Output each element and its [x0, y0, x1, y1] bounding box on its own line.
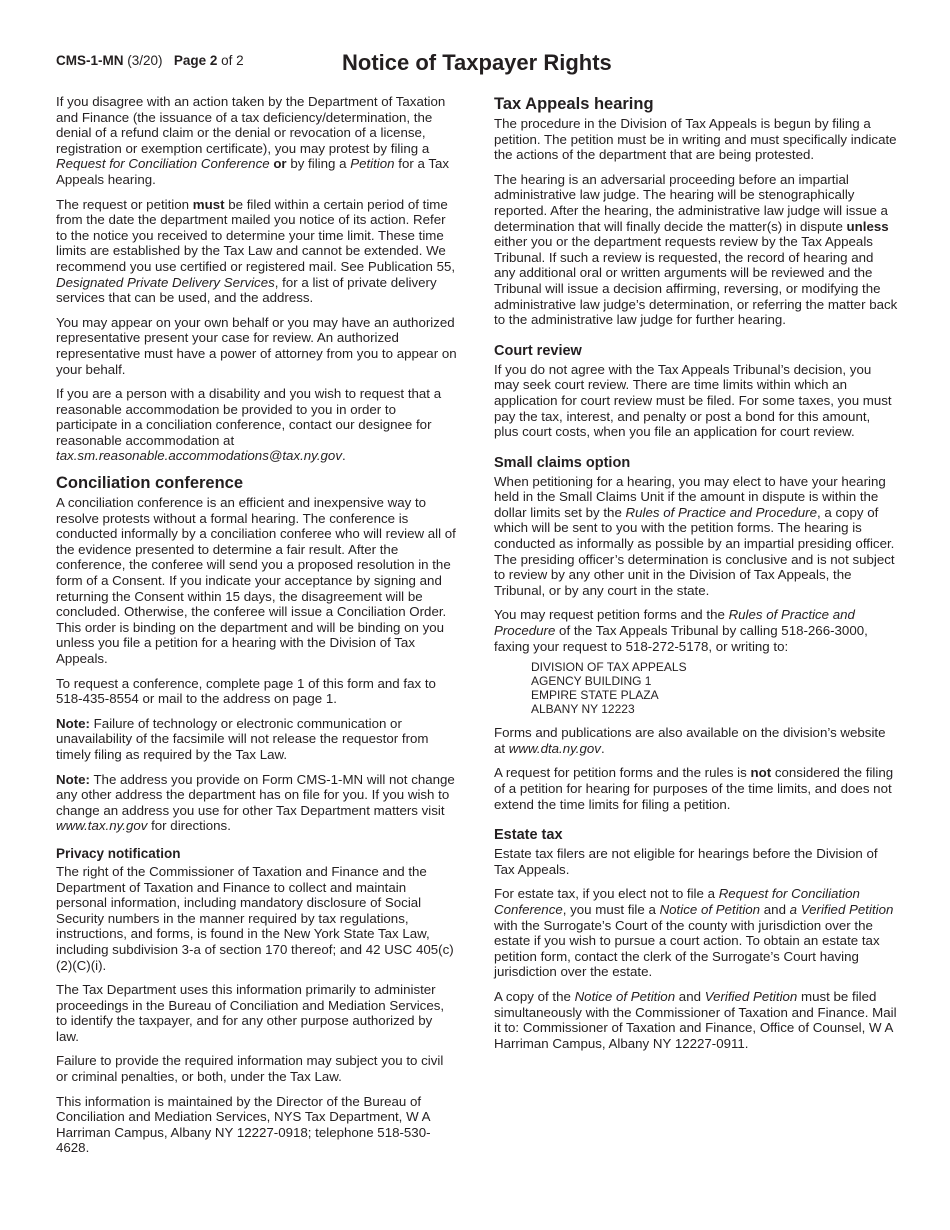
privacy-heading: Privacy notification [56, 845, 181, 861]
right-column [494, 94, 898, 1060]
conciliation-paragraph: A conciliation conference is an efficient and inexpensive way to resolve protests without a formal hearing. The conference is conducted informally by a conciliation conferee who will review all of the evidence presented to determine a fair result. After the conference, the conferee will send you a proposed resolution in the form of a Consent. If you indicate your acceptance by signing and returning the Consent within 15 days, the disagreement will be concluded. Otherwise, the conferee will issue a Conciliation Order. This order is binding on the department and will be binding on you unless you file a petition for a hearing with the Division of Tax Appeals. [56, 495, 456, 666]
page-title: Notice of Taxpayer Rights [342, 50, 612, 75]
tax-appeals-paragraph-1: The procedure in the Division of Tax Appeals is begun by filing a petition. The petition must be in writing and must specifically indicate the actions of the department that are being protested. [494, 116, 897, 163]
accommodation-email: tax.sm.reasonable.accommodations@tax.ny.gov [56, 448, 342, 464]
small-claims-paragraph-2: You may request petition forms and the Rules of Practice and Procedure of the Tax Appeals Tribunal by calling 518-266-3000, faxing your request to 518-272-5178, or writing to: [494, 607, 868, 654]
tax-appeals-heading: Tax Appeals hearing [494, 95, 654, 113]
note-technology: Note: Failure of technology or electronic communication or unavailability of the facsimile will not release the requestor from timely filing as required by the Tax Law. [56, 715, 429, 762]
address-line: DIVISION OF TAX APPEALS [531, 660, 687, 675]
deadline-paragraph: The request or petition must be filed within a certain period of time from the date the department mailed you notice of its action. Refer to the notice you received to determine your time limit. These time limits are established by the Tax Law and cannot be extended. We recommend you use certified or registered mail. See Publication 55, Designated Private Delivery Services, for a list of private delivery services that can be used, and the address. [56, 196, 456, 306]
tax-appeals-paragraph-2: The hearing is an adversarial proceeding before an impartial administrative law judge. The hearing will be stenographically reported. After the hearing, the administrative law judge will issue a determination that will finally decide the matter(s) in dispute unless either you or the department requests review by the Tax Appeals Tribunal. If such a review is requested, the record of hearing and any additional oral or written arguments will be reviewed and the Tribunal will issue a decision affirming, reversing, or modifying the administrative law judge’s determination, or referring the matter back to the administrative law judge for further hearing. [494, 171, 898, 328]
page-header [56, 48, 916, 80]
forms-website-paragraph: Forms and publications are also available on the division’s website at www.dta.ny.gov. [494, 725, 886, 756]
estate-tax-heading: Estate tax [494, 827, 563, 844]
form-revision: (3/20) [127, 53, 163, 68]
privacy-paragraph-4: This information is maintained by the Director of the Bureau of Conciliation and Mediation Services, NYS Tax Department, W A Harriman Campus, Albany NY 12227-0918; telephone 518-530-4628. [56, 1093, 431, 1156]
tax-appeals-address [531, 660, 898, 716]
court-review-heading: Court review [494, 342, 582, 359]
note-address: Note: The address you provide on Form CMS-1-MN will not change any other address the department has on file for you. If you wish to change an address you use for other Tax Department matters visit www.tax.ny.gov for directions. [56, 771, 455, 834]
estate-paragraph-1: Estate tax filers are not eligible for hearings before the Division of Tax Appeals. [494, 846, 878, 877]
court-review-paragraph: If you do not agree with the Tax Appeals Tribunal’s decision, you may seek court review. There are time limits within which an application for court review must be filed. For some taxes, you must pay the tax, interest, and penalty or post a bond for this amount, plus court costs, when you file an application for court review. [494, 361, 892, 440]
dta-website-link: www.dta.ny.gov [508, 740, 601, 756]
conciliation-heading: Conciliation conference [56, 474, 244, 493]
representative-paragraph: You may appear on your own behalf or you may have an authorized representative present your case for review. An authorized representative must have a power of attorney from you to appear on your behalf. [56, 314, 457, 377]
left-column [56, 94, 458, 1165]
form-identifier [56, 53, 244, 68]
estate-paragraph-3: A copy of the Notice of Petition and Verified Petition must be filed simultaneously with the Commissioner of Taxation and Finance. Mail it to: Commissioner of Taxation and Finance, Office of Counsel, W A Harriman Campus, Albany NY 12227-0911. [494, 988, 897, 1051]
tax-website-link: www.tax.ny.gov [56, 818, 148, 834]
address-line: EMPIRE STATE PLAZA [531, 688, 659, 703]
page-label: Page 2 [173, 53, 218, 68]
small-claims-heading: Small claims option [494, 454, 631, 471]
request-conference-paragraph: To request a conference, complete page 1 of this form and fax to 518-435-8554 or mail to the address on page 1. [56, 675, 436, 707]
form-number: CMS-1-MN [56, 53, 124, 68]
address-line: AGENCY BUILDING 1 [531, 674, 652, 689]
page-of: of 2 [221, 53, 244, 68]
privacy-paragraph-3: Failure to provide the required information may subject you to civil or criminal penalties, or both, under the Tax Law. [56, 1053, 444, 1085]
address-line: ALBANY NY 12223 [531, 702, 635, 717]
petition-request-paragraph: A request for petition forms and the rules is not considered the filing of a petition for hearing for purposes of the time limits, and does not extend the time limits for filing a petition. [494, 765, 894, 812]
intro-paragraph: If you disagree with an action taken by the Department of Taxation and Finance (the issuance of a tax deficiency/determination, the denial of a refund claim or the denial or revocation of a license, registration or exemption certificate), you may protest by filing a Request for Conciliation Conference or by filing a Petition for a Tax Appeals hearing. [56, 94, 450, 187]
disability-paragraph: If you are a person with a disability and you wish to request that a reasonable accommodation be provided to you in order to participate in a conciliation conference, contact our designee for reasonable accommodation at tax.sm.reasonable.accommodations@tax.ny.gov. [56, 386, 442, 464]
small-claims-paragraph-1: When petitioning for a hearing, you may elect to have your hearing held in the Small Claims Unit if the amount in dispute is within the dollar limits set by the Rules of Practice and Procedure, a copy of which will be sent to you with the petition forms. The hearing is conducted as informally as possible by an impartial presiding officer. The presiding officer’s determination is conclusive and is not subject to review by any other unit in the Division of Tax Appeals, the Tribunal, or by any court in the state. [494, 473, 895, 598]
privacy-paragraph-2: The Tax Department uses this information primarily to administer proceedings in the Bureau of Conciliation and Mediation Services, to identify the taxpayer, and for any other purpose authorized by law. [56, 982, 445, 1044]
estate-paragraph-2: For estate tax, if you elect not to file a Request for Conciliation Conference, you must file a Notice of Petition and a Verified Petition with the Surrogate’s Court of the county with jurisdiction over the estate if you wish to pursue a court action. To obtain an estate tax petition form, contact the clerk of the Surrogate’s Court having jurisdiction over the estate. [494, 886, 894, 980]
privacy-paragraph-1: The right of the Commissioner of Taxation and Finance and the Department of Taxation and Finance to collect and maintain personal information, including mandatory disclosure of Social Security numbers in the manner required by tax regulations, instructions, and forms, is found in the New York State Tax Law, including subdivision 3-a of section 170 thereof; and 42 USC 405(c)(2)(C)(i). [56, 863, 454, 973]
